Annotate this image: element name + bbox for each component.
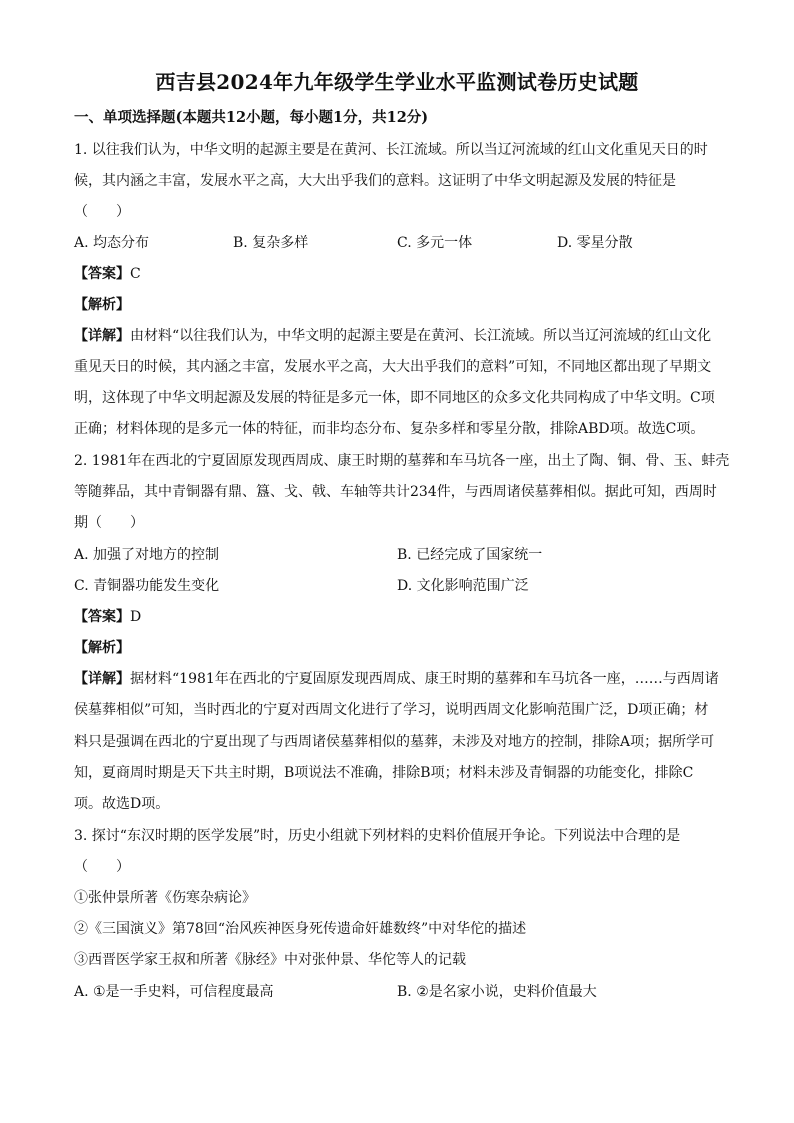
q1-option-c: C. 多元一体 [397, 235, 473, 251]
q1-analysis-tag: 【解析】 [74, 297, 130, 313]
q3-material: ①张仲景所著《伤寒杂病论》 [74, 890, 256, 906]
q2-stem-line: 等随葬品，其中青铜器有鼎、簋、戈、戟、车轴等共计234件，与西周诸侯墓葬相似。据此可知，西周时 [74, 484, 717, 500]
q1-stem-line: 候，其内涵之丰富，发展水平之高，大大出乎我们的意料。这证明了中华文明起源及发展的特征是 [74, 173, 676, 189]
q1-option-b: B. 复杂多样 [233, 235, 309, 251]
q2-stem-line: 期（ ） [74, 515, 144, 531]
answer-value: D [130, 609, 142, 625]
q3-material: ②《三国演义》第78回“治风疾神医身死传遗命奸雄数终”中对华佗的描述 [74, 921, 527, 937]
q2-option-a: A. 加强了对地方的控制 [74, 547, 220, 563]
page-title: 西吉县2024年九年级学生学业水平监测试卷历史试题 [155, 70, 639, 94]
q1-option-d: D. 零星分散 [557, 235, 633, 251]
q2-option-d: D. 文化影响范围广泛 [397, 578, 529, 594]
q1-detail-line: 重见天日的时候，其内涵之丰富，发展水平之高，大大出乎我们的意料”可知，不同地区都出现了早期文 [74, 359, 712, 375]
q2-detail-line: 料只是强调在西北的宁夏出现了与西周诸侯墓葬相似的墓葬，未涉及对地方的控制，排除A项；据所学可 [74, 734, 715, 750]
q1-detail-line [74, 326, 711, 346]
q3-stem-line: 3. 探讨“东汉时期的医学发展”时，历史小组就下列材料的史料价值展开争论。下列说法中合理的是 [74, 828, 681, 844]
detail-tag: 【详解】 [74, 328, 130, 344]
answer-tag: 【答案】 [74, 609, 130, 625]
q2-detail-line: 知，夏商周时期是天下共主时期，B项说法不准确，排除B项；材料未涉及青铜器的功能变化，排除C [74, 765, 694, 781]
q1-answer [74, 264, 141, 284]
q3-stem-line: （ ） [74, 859, 130, 875]
q1-detail-line: 明，这体现了中华文明起源及发展的特征是多元一体，即不同地区的众多文化共同构成了中华文明。C项 [74, 390, 715, 406]
q2-analysis-tag: 【解析】 [74, 640, 130, 656]
q3-option-b: B. ②是名家小说，史料价值最大 [397, 984, 597, 1000]
q2-detail-line: 侯墓葬相似”可知，当时西北的宁夏对西周文化进行了学习，说明西周文化影响范围广泛，D项正确；材 [74, 702, 709, 718]
detail-text: 据材料“1981年在西北的宁夏固原发现西周成、康王时期的墓葬和车马坑各一座，……与西周诸 [130, 671, 719, 687]
q1-option-a: A. 均态分布 [74, 235, 150, 251]
detail-text: 由材料“以往我们认为，中华文明的起源主要是在黄河、长江流域。所以当辽河流域的红山文化 [130, 328, 712, 344]
q1-stem-line: 1. 以往我们认为，中华文明的起源主要是在黄河、长江流域。所以当辽河流域的红山文化重见天日的时 [74, 142, 708, 158]
q2-stem-line: 2. 1981年在西北的宁夏固原发现西周成、康王时期的墓葬和车马坑各一座，出土了陶、铜、骨、玉、蚌壳 [74, 453, 730, 469]
answer-tag: 【答案】 [74, 266, 130, 282]
q2-option-b: B. 已经完成了国家统一 [397, 547, 543, 563]
detail-tag: 【详解】 [74, 671, 130, 687]
q3-material: ③西晋医学家王叔和所著《脉经》中对张仲景、华佗等人的记载 [74, 952, 466, 968]
section-heading: 一、单项选择题(本题共12小题，每小题1分，共12分) [74, 109, 429, 126]
q1-detail-line: 正确；材料体现的是多元一体的特征，而非均态分布、复杂多样和零星分散，排除ABD项。故选C项。 [74, 421, 705, 437]
q3-option-a: A. ①是一手史料，可信程度最高 [74, 984, 274, 1000]
q2-answer [74, 607, 141, 627]
q1-stem-line: （ ） [74, 204, 130, 220]
q2-detail-line: 项。故选D项。 [74, 796, 170, 812]
q2-detail-line [74, 669, 719, 689]
q2-option-c: C. 青铜器功能发生变化 [74, 578, 220, 594]
answer-value: C [130, 266, 141, 282]
